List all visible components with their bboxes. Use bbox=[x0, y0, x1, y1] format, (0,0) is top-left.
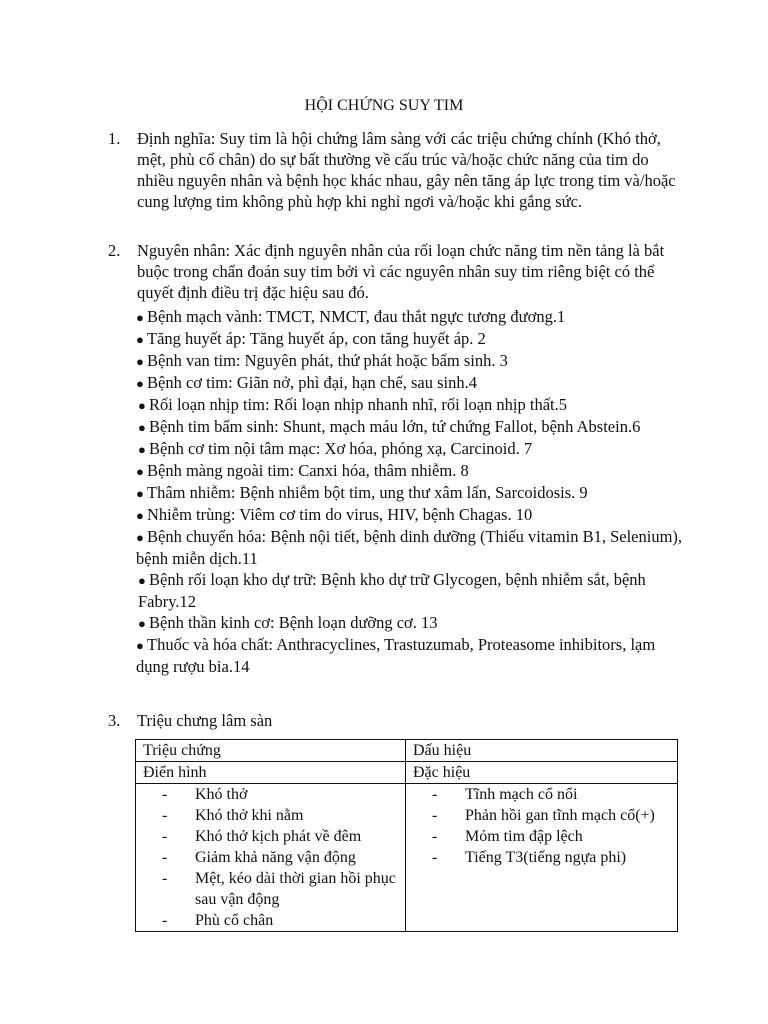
cause-item-text: Bệnh thần kinh cơ: Bệnh loạn dưỡng cơ. 13 bbox=[149, 613, 438, 632]
table-subheader-cell: Đặc hiệu bbox=[406, 762, 678, 784]
cause-item bbox=[136, 526, 688, 569]
bullet-icon: ● bbox=[138, 420, 146, 435]
list-item bbox=[162, 847, 405, 868]
cause-item-text: Thâm nhiễm: Bệnh nhiễm bột tim, ung thư xâm lấn, Sarcoidosis. 9 bbox=[147, 483, 588, 502]
list-item-text: Khó thở bbox=[195, 786, 248, 803]
bullet-icon: ● bbox=[136, 332, 144, 347]
cause-item bbox=[136, 438, 688, 460]
bullet-icon: ● bbox=[136, 376, 144, 391]
bullet-icon: ● bbox=[136, 310, 144, 325]
dash-icon: - bbox=[432, 849, 438, 866]
dash-icon: - bbox=[162, 912, 168, 929]
cause-item bbox=[136, 634, 688, 677]
list-item bbox=[162, 868, 405, 910]
list-item-text: Khó thở kịch phát về đêm bbox=[195, 828, 362, 845]
list-item bbox=[432, 826, 677, 847]
cause-item bbox=[136, 569, 688, 612]
cause-item-text: Bệnh chuyển hóa: Bệnh nội tiết, bệnh dinh dưỡng (Thiếu vitamin B1, Selenium), bệnh miễn dịch.11 bbox=[136, 527, 683, 568]
cause-item-text: Bệnh mạch vành: TMCT, NMCT, đau thắt ngực tương đương.1 bbox=[147, 307, 566, 326]
bullet-icon: ● bbox=[136, 464, 144, 479]
table-subheader-row bbox=[136, 762, 678, 784]
cause-item bbox=[136, 372, 688, 394]
cause-item bbox=[136, 328, 688, 350]
bullet-icon: ● bbox=[136, 354, 144, 369]
cause-list bbox=[136, 306, 688, 677]
cause-item bbox=[136, 306, 688, 328]
cause-item-text: Tăng huyết áp: Tăng huyết áp, con tăng huyết áp. 2 bbox=[147, 329, 486, 348]
table-header-row bbox=[136, 740, 678, 762]
list-item bbox=[162, 826, 405, 847]
bullet-icon: ● bbox=[136, 486, 144, 501]
list-item-text: Mỏm tim đập lệch bbox=[465, 828, 583, 845]
table-subheader-cell: Điển hình bbox=[136, 762, 406, 784]
list-item-text: Phù cổ chân bbox=[195, 912, 274, 929]
specific-signs-list bbox=[413, 784, 677, 868]
document-title: HỘI CHỨNG SUY TIM bbox=[304, 97, 464, 114]
list-item bbox=[432, 784, 677, 805]
section-number: 1. bbox=[108, 129, 121, 148]
section-number: 2. bbox=[108, 241, 121, 260]
dash-icon: - bbox=[432, 807, 438, 824]
dash-icon: - bbox=[162, 849, 168, 866]
bullet-icon: ● bbox=[138, 616, 146, 631]
cause-item-text: Bệnh rối loạn kho dự trữ: Bệnh kho dự trữ Glycogen, bệnh nhiễm sắt, bệnh Fabry.12 bbox=[138, 570, 646, 611]
typical-symptoms-cell bbox=[136, 784, 406, 932]
bullet-icon: ● bbox=[138, 398, 146, 413]
list-item-text: Khó thở khi nằm bbox=[195, 807, 304, 824]
list-item bbox=[162, 910, 405, 931]
bullet-icon: ● bbox=[136, 530, 144, 545]
bullet-icon: ● bbox=[138, 573, 146, 588]
cause-item-text: Bệnh màng ngoài tim: Canxi hóa, thâm nhiễm. 8 bbox=[147, 461, 469, 480]
specific-signs-cell bbox=[406, 784, 678, 932]
list-item-text: Tĩnh mạch cổ nổi bbox=[465, 786, 578, 803]
table-header-cell: Dấu hiệu bbox=[406, 740, 678, 762]
cause-item bbox=[136, 504, 688, 526]
cause-item bbox=[136, 612, 688, 634]
section-text: Triệu chưng lâm sàn bbox=[137, 711, 273, 730]
section-number: 3. bbox=[108, 711, 121, 730]
list-item-text: Tiếng T3(tiếng ngựa phi) bbox=[465, 849, 627, 866]
dash-icon: - bbox=[162, 828, 168, 845]
dash-icon: - bbox=[432, 828, 438, 845]
section-symptoms bbox=[108, 710, 688, 731]
dash-icon: - bbox=[162, 786, 168, 803]
cause-item bbox=[136, 350, 688, 372]
dash-icon: - bbox=[162, 870, 168, 887]
bullet-icon: ● bbox=[138, 442, 146, 457]
dash-icon: - bbox=[432, 786, 438, 803]
section-causes bbox=[108, 240, 688, 303]
list-item bbox=[162, 805, 405, 826]
list-item-text: Mệt, kéo dài thời gian hồi phục sau vận động bbox=[195, 870, 396, 908]
symptoms-table bbox=[135, 739, 678, 932]
cause-item-text: Rối loạn nhịp tim: Rối loạn nhịp nhanh nhĩ, rối loạn nhịp thất.5 bbox=[149, 395, 567, 414]
table-header-cell: Triệu chứng bbox=[136, 740, 406, 762]
list-item-text: Giảm khả năng vận động bbox=[195, 849, 356, 866]
list-item bbox=[162, 784, 405, 805]
cause-item-text: Bệnh tim bẩm sinh: Shunt, mạch máu lớn, tứ chứng Fallot, bệnh Abstein.6 bbox=[149, 417, 641, 436]
list-item bbox=[432, 847, 677, 868]
cause-item bbox=[136, 416, 688, 438]
cause-item-text: Bệnh cơ tim nội tâm mạc: Xơ hóa, phóng xạ, Carcinoid. 7 bbox=[149, 439, 533, 458]
cause-item bbox=[136, 460, 688, 482]
bullet-icon: ● bbox=[136, 638, 144, 653]
list-item bbox=[432, 805, 677, 826]
bullet-icon: ● bbox=[136, 508, 144, 523]
cause-item bbox=[136, 482, 688, 504]
cause-item bbox=[136, 394, 688, 416]
typical-symptoms-list bbox=[143, 784, 405, 931]
section-text: Định nghĩa: Suy tim là hội chứng lâm sàng với các triệu chứng chính (Khó thở, mệt, phù cổ chân) do sự bất thường về cấu trúc và/hoặc chức năng của tim do nhiều nguyên nhân và bệnh học khác nhau, gây nên tăng áp lực trong tim và/hoặc cung lượng tim không phù hợp khi nghỉ ngơi và/hoặc khi gắng sức. bbox=[137, 129, 676, 211]
cause-item-text: Bệnh cơ tim: Giãn nở, phì đại, hạn chế, sau sinh.4 bbox=[147, 373, 477, 392]
cause-item-text: Bệnh van tim: Nguyên phát, thứ phát hoặc bẩm sinh. 3 bbox=[147, 351, 508, 370]
list-item-text: Phản hồi gan tĩnh mạch cổ(+) bbox=[465, 807, 655, 824]
cause-item-text: Thuốc và hóa chất: Anthracyclines, Trastuzumab, Proteasome inhibitors, lạm dụng rượu bia.14 bbox=[136, 635, 656, 676]
dash-icon: - bbox=[162, 807, 168, 824]
cause-item-text: Nhiễm trùng: Viêm cơ tim do virus, HIV, bệnh Chagas. 10 bbox=[147, 505, 533, 524]
section-definition bbox=[108, 128, 688, 212]
section-text: Nguyên nhân: Xác định nguyên nhân của rối loạn chức năng tim nền tảng là bắt buộc trong chẩn đoán suy tim bởi vì các nguyên nhân suy tim riêng biệt có thể quyết định điều trị đặc hiệu sau đó. bbox=[137, 241, 665, 302]
table-row bbox=[136, 784, 678, 932]
